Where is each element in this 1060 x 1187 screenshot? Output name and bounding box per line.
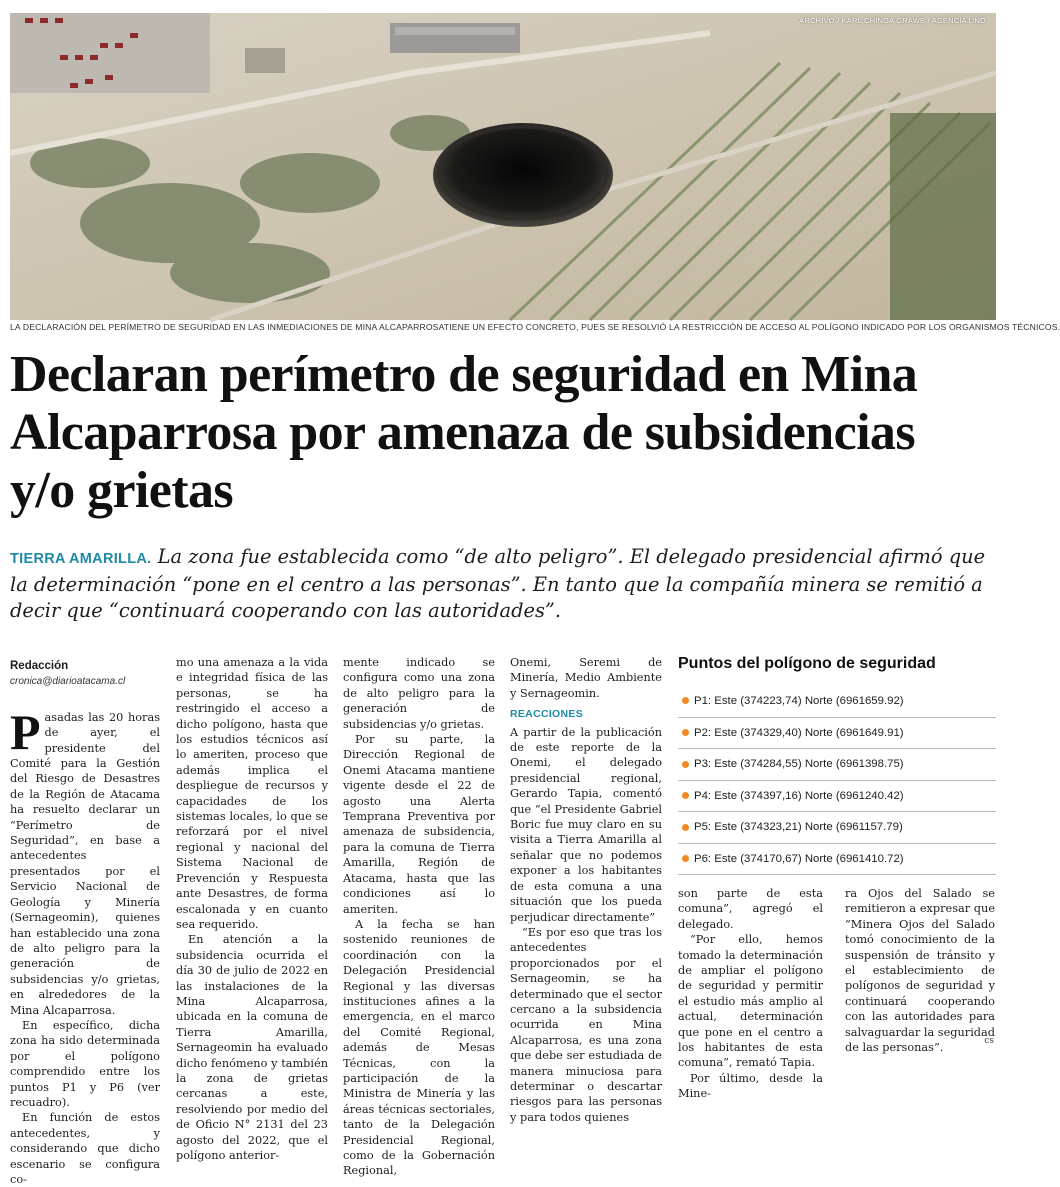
paragraph: ra Ojos del Salado se remitieron a expresar que “Minera Ojos del Salado tomó conocimiento de la suspensión de tránsito y el establecimiento de polígonos de seguridad y continuará cooperando con las autoridades para salvaguardar la seguridad de las personas”.: [845, 887, 996, 1055]
article-headline: Declaran perímetro de seguridad en Mina Alcaparrosa por amenaza de subsidencias y/o grietas: [10, 346, 918, 519]
paragraph: En función de estos antecedentes, y considerando que dicho escenario se configura co-: [10, 1111, 160, 1186]
list-item: P4: Este (374397,16) Norte (6961240.42): [678, 780, 996, 812]
list-item: P1: Este (374223,74) Norte (6961659.92): [678, 685, 996, 717]
paragraph: A partir de la publicación de este reporte de la Onemi, el delegado presidencial regional, Gerardo Tapia, comentó que “el Presidente Gabriel Boric fue muy claro en su visita a Tierra Amarilla al señalar que no podemos exponer a los habitantes de esta comuna a una situación que los pueda perjudicar directamente”: [510, 725, 662, 924]
article-photo: [10, 13, 996, 320]
photo-credit: ARCHIVO / KARL CHINGA GRAWE / AGENCIA UNO: [799, 16, 986, 25]
drop-cap: P: [10, 703, 41, 760]
list-item: P2: Este (374329,40) Norte (6961649.91): [678, 717, 996, 749]
article-column-1: [10, 655, 160, 1187]
paragraph: Pasadas las 20 horas de ayer, el presidente del Comité para la Gestión del Riesgo de Desastres de la Región de Atacama ha resuelto declarar un “Perímetro de Seguridad”, en base a antecedentes presentados por el Servicio Nacional de Geología y Minería (Sernageomin), quienes han establecido una zona de alto peligro para la generación de subsidencias y/o grietas, en alrededores de la Mina Alcaparrosa.: [10, 703, 160, 1017]
paragraph: son parte de esta comuna”, agregó el delegado.: [678, 887, 823, 931]
bullet-icon: [682, 729, 689, 736]
list-item: P6: Este (374170,67) Norte (6961410.72): [678, 843, 996, 875]
paragraph: “Es por eso que tras los antecedentes proporcionados por el Sernageomin, se ha determinado que el sector cercano a la subsidencia ocurrida en Mina Alcaparrosa, es una zona que debe ser estudiada de manera minuciosa para determinar o descartar riesgos para las personas y para todos quienes: [510, 925, 662, 1124]
article-column-6: [845, 886, 995, 1055]
paragraph: En específico, dicha zona ha sido determinada por el polígono comprendido entre los puntos P1 y P6 (ver recuadro).: [10, 1018, 160, 1109]
paragraph: A la fecha se han sostenido reuniones de coordinación con la Delegación Presidencial Regional y las diversas instituciones afines a la emergencia, en el marco del Comité Regional, además de Mesas Técnicas, con la participación de la Ministra de Minería y las áreas técnicas sectoriales, tanto de la Delegación Presidencial Regional, como de la Gobernación Regional,: [343, 917, 495, 1178]
paragraph: mente indicado se configura como una zona de alto peligro para la generación de subsidencias y/o grietas.: [343, 656, 495, 731]
paragraph: “Por ello, hemos tomado la determinación de ampliar el polígono de seguridad y permitir el estudio más amplio al actual, determinación que pone en el centro a los habitantes de esta comuna”, remató Tapia.: [678, 933, 823, 1070]
article-column-3: [343, 655, 495, 1179]
box-title: Puntos del polígono de seguridad: [678, 655, 936, 672]
byline-author: Redacción: [10, 660, 69, 672]
bullet-icon: [682, 697, 689, 704]
bullet-icon: [682, 855, 689, 862]
paragraph: mo una amenaza a la vida e integridad física de las personas, se ha restringido el acceso a dicho polígono, hasta que los estudios técnicos así lo ameriten, proceso que además implica el despliegue de recursos y capacidades de los sistemas locales, lo que se reforzará por el nivel regional y nacional del Sistema Nacional de Prevención y Respuesta ante Desastres, de forma escalonada y en cuanto sea requerido.: [176, 656, 328, 931]
paragraph: Por último, desde la Mine-: [678, 1071, 823, 1101]
paragraph: Onemi, Seremi de Minería, Medio Ambiente y Sernageomin.: [510, 656, 662, 700]
sinkhole-aerial-image: [10, 13, 996, 320]
article-column-4: [510, 655, 662, 1125]
section-subhead: REACCIONES: [510, 708, 584, 721]
lead-dateline: TIERRA AMARILLA.: [10, 551, 152, 567]
byline-email: cronica@diarioatacama.cl: [10, 676, 126, 688]
bullet-icon: [682, 824, 689, 831]
list-item: P3: Este (374284,55) Norte (6961398.75): [678, 748, 996, 780]
article-column-5: [678, 886, 823, 1102]
lead-text: La zona fue establecida como “de alto peligro”. El delegado presidencial afirmó que la determinación “pone en el centro a las personas”. En tanto que la compañía minera se remitió a decir que “continuará cooperando con las autoridades”.: [10, 545, 986, 622]
list-item: P5: Este (374323,21) Norte (6961157.79): [678, 811, 996, 843]
bullet-icon: [682, 792, 689, 799]
bullet-icon: [682, 761, 689, 768]
photo-caption: LA DECLARACIÓN DEL PERÍMETRO DE SEGURIDAD EN LAS INMEDIACIONES DE MINA ALCAPARROSATIENE UN EFECTO CONCRETO, PUES SE RESOLVIÓ LA RESTRICCIÓN DE ACCESO AL POLÍGONO INDICADO POR LOS ORGANISMOS TÉCNICOS.: [10, 322, 1060, 332]
polygon-points-box: [678, 655, 996, 875]
paragraph: En atención a la subsidencia ocurrida el día 30 de julio de 2022 en las instalaciones de la Mina Alcaparrosa, ubicada en la comuna de Tierra Amarilla, Sernageomin ha evaluado dicho fenómeno y también la zona de grietas cercanas a este, resolviendo por medio del de Oficio N° 2131 del 23 agosto del 2022, que el polígono anterior-: [176, 933, 328, 1162]
points-list: [678, 685, 996, 875]
article-lead: [10, 544, 990, 624]
paragraph: Por su parte, la Dirección Regional de Onemi Atacama mantiene vigente desde el 22 de agosto una Alerta Temprana Preventiva por amenaza de subsidencia, para la comuna de Tierra Amarilla, Región de Atacama, hasta que las condiciones así lo ameriten.: [343, 733, 495, 916]
article-column-2: [176, 655, 328, 1163]
end-mark: cs: [984, 1036, 994, 1046]
